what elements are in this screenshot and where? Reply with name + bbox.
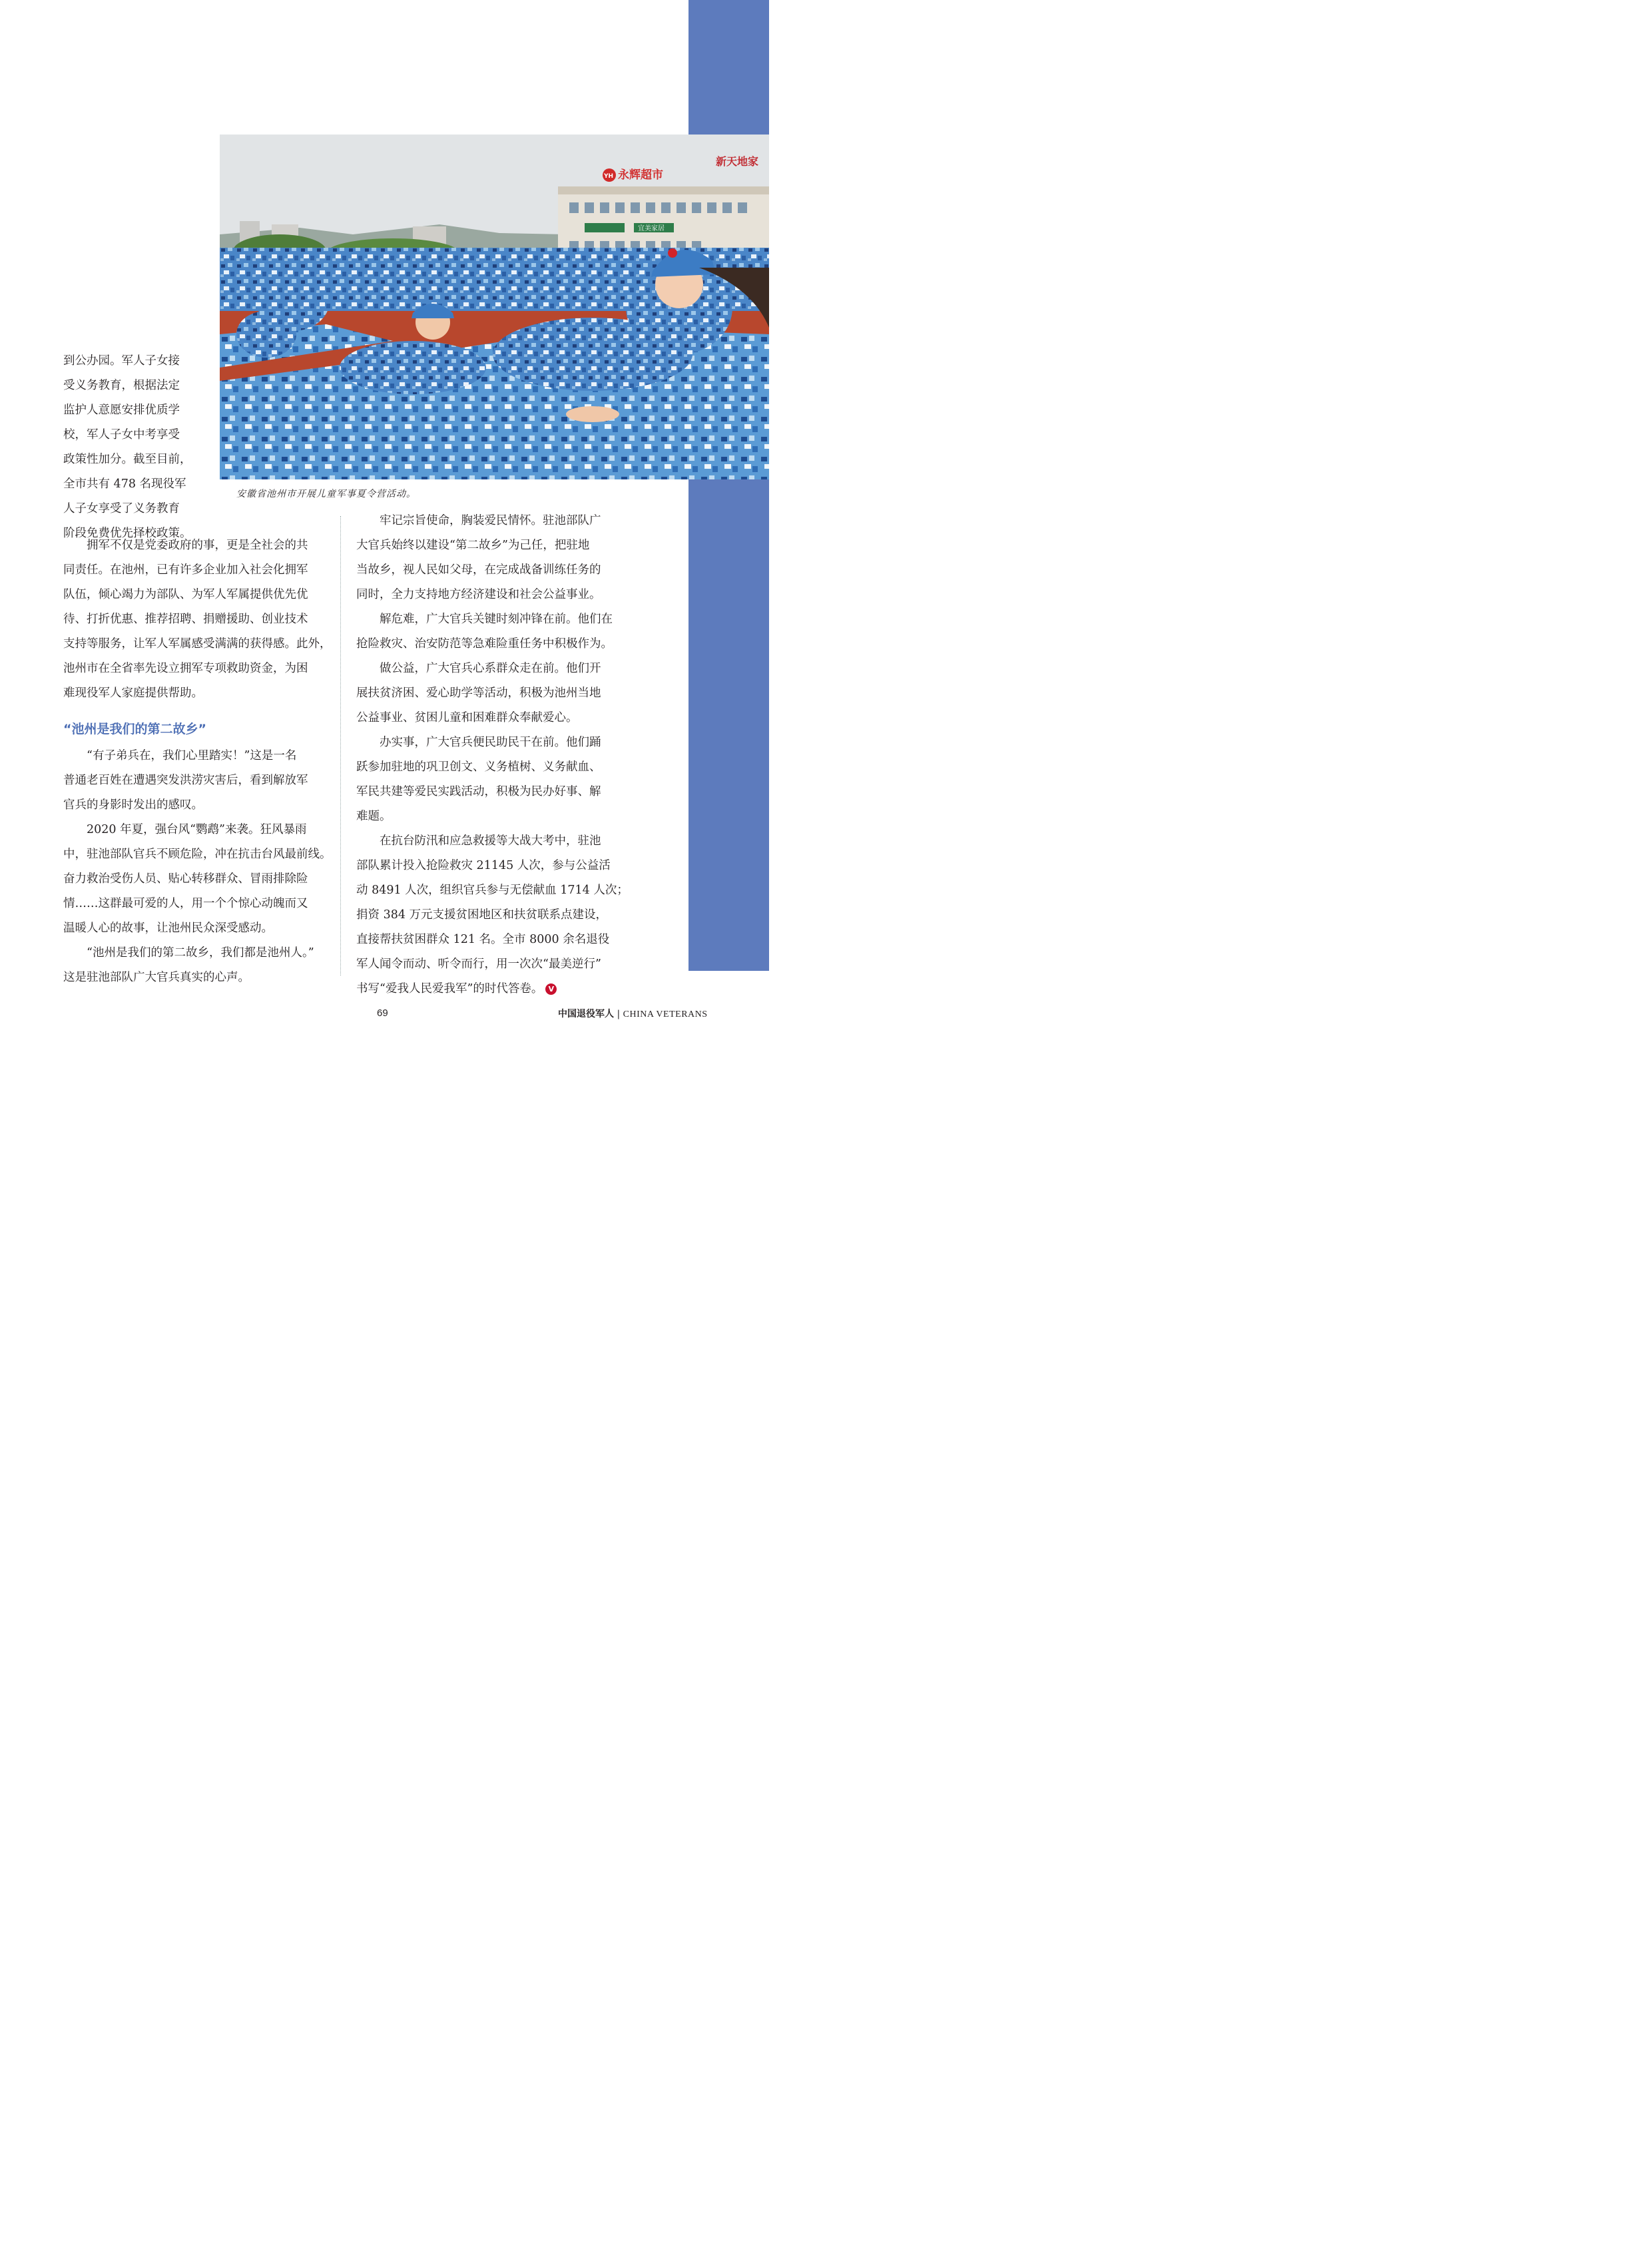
right-line-17: 捐资 384 万元支援贫困地区和扶贫联系点建设，: [356, 908, 608, 922]
side-accent-bar-top: [688, 0, 769, 135]
right-line-10: 办实事，广大官兵便民助民干在前。他们踊: [356, 736, 601, 749]
right-line-19: 军人闻令而动、听令而行，用一次次“最美逆行”: [356, 958, 601, 971]
photo-sign-store: 宜美家居: [638, 225, 665, 232]
magazine-footer: [558, 1007, 708, 1020]
left1-line-7: 难现役军人家庭提供帮助。: [63, 687, 203, 700]
text-column-top: [63, 349, 200, 546]
left2-line-1: “有子弟兵在，我们心里踏实！”这是一名: [63, 749, 297, 762]
right-line-1: 牢记宗旨使命，胸装爱民情怀。驻池部队广: [356, 514, 601, 527]
right-line-2: 大官兵始终以建设“第二故乡”为己任，把驻地: [356, 539, 590, 552]
right-line-16: 动 8491 人次，组织官兵参与无偿献血 1714 人次；: [356, 884, 629, 897]
top-line-5: 政策性加分。截至目前，: [63, 453, 192, 466]
photo-sign-building: 新天地家: [716, 155, 759, 168]
right-line-5: 解危难，广大官兵关键时刻冲锋在前。他们在: [356, 613, 613, 626]
left2-line-10: 这是驻池部队广大官兵真实的心声。: [63, 971, 250, 984]
left2-line-5: 中，驻池部队官兵不顾危险，冲在抗击台风最前线。: [63, 848, 332, 861]
left2-line-6: 奋力救治受伤人员、贴心转移群众、冒雨排除险: [63, 872, 308, 886]
left2-line-2: 普通老百姓在遭遇突发洪涝灾害后，看到解放军: [63, 774, 308, 787]
top-line-6: 全市共有 478 名现役军: [63, 477, 186, 491]
left2-line-7: 情……这群最可爱的人，用一个个惊心动魄而又: [63, 897, 308, 910]
footer-separator: |: [617, 1009, 621, 1019]
left1-line-1: 拥军不仅是党委政府的事，更是全社会的共: [63, 539, 308, 552]
right-line-9: 公益事业、贫困儿童和困难群众奉献爱心。: [356, 711, 578, 724]
left2-line-4: 2020 年夏，强台风“鹦鹉”来袭。狂风暴雨: [63, 823, 307, 836]
top-line-4: 校，军人子女中考享受: [63, 428, 180, 441]
text-column-left-block1: [63, 533, 332, 706]
left2-line-8: 温暖人心的故事，让池州民众深受感动。: [63, 922, 273, 935]
top-line-7: 人子女享受了义务教育: [63, 502, 180, 515]
text-column-right: [356, 509, 629, 1001]
top-line-2: 受义务教育，根据法定: [63, 379, 180, 392]
photo-sign-supermarket: 永辉超市: [618, 168, 663, 182]
right-line-15: 部队累计投入抢险救灾 21145 人次，参与公益活: [356, 859, 611, 872]
section-heading: “池州是我们的第二故乡”: [63, 722, 206, 736]
right-line-7: 做公益，广大官兵心系群众走在前。他们开: [356, 662, 601, 675]
top-line-3: 监护人意愿安排优质学: [63, 404, 180, 417]
side-accent-bar-bottom: [688, 479, 769, 971]
right-line-20: [356, 977, 616, 1001]
left2-line-9: “池州是我们的第二故乡，我们都是池州人。”: [63, 946, 314, 960]
right-line-18: 直接帮扶贫困群众 121 名。全市 8000 余名退役: [356, 933, 610, 946]
article-end-icon: V: [545, 983, 557, 995]
right-line-14: 在抗台防汛和应急救援等大战大考中，驻池: [356, 834, 601, 848]
left1-line-6: 池州市在全省率先设立拥军专项救助资金，为困: [63, 662, 308, 675]
right-line-6: 抢险救灾、治安防范等急难险重任务中积极作为。: [356, 637, 613, 651]
summer-camp-photo: [220, 135, 769, 479]
right-line-4: 同时，全力支持地方经济建设和社会公益事业。: [356, 588, 601, 601]
left2-line-3: 官兵的身影时发出的感叹。: [63, 798, 203, 812]
top-line-8: 阶段免费优先择校政策。: [63, 527, 192, 540]
right-line-20-text: 书写“爱我人民爱我军”的时代答卷。: [356, 982, 543, 995]
text-column-left-block2: [63, 744, 332, 990]
right-line-8: 展扶贫济困、爱心助学等活动，积极为池州当地: [356, 687, 601, 700]
right-line-13: 难题。: [356, 810, 392, 823]
footer-title-en: CHINA VETERANS: [623, 1009, 708, 1019]
top-line-1: 到公办园。军人子女接: [63, 354, 180, 368]
right-line-12: 军民共建等爱民实践活动，积极为民办好事、解: [356, 785, 601, 798]
left1-line-4: 待、打折优惠、推荐招聘、捐赠援助、创业技术: [63, 613, 308, 626]
left1-line-5: 支持等服务，让军人军属感受满满的获得感。此外，: [63, 637, 332, 651]
column-divider: [340, 516, 342, 976]
right-line-3: 当故乡，视人民如父母，在完成战备训练任务的: [356, 563, 601, 577]
right-line-11: 跃参加驻地的巩卫创文、义务植树、义务献血、: [356, 760, 601, 774]
left1-line-2: 同责任。在池州，已有许多企业加入社会化拥军: [63, 563, 308, 577]
footer-title-cn: 中国退役军人: [558, 1009, 614, 1019]
page-number: 69: [377, 1007, 388, 1019]
photo-caption: 安徽省池州市开展儿童军事夏令营活动。: [236, 489, 416, 499]
left1-line-3: 队伍，倾心竭力为部队、为军人军属提供优先优: [63, 588, 308, 601]
photo-sign-supermarket-logo: YH: [604, 173, 614, 180]
